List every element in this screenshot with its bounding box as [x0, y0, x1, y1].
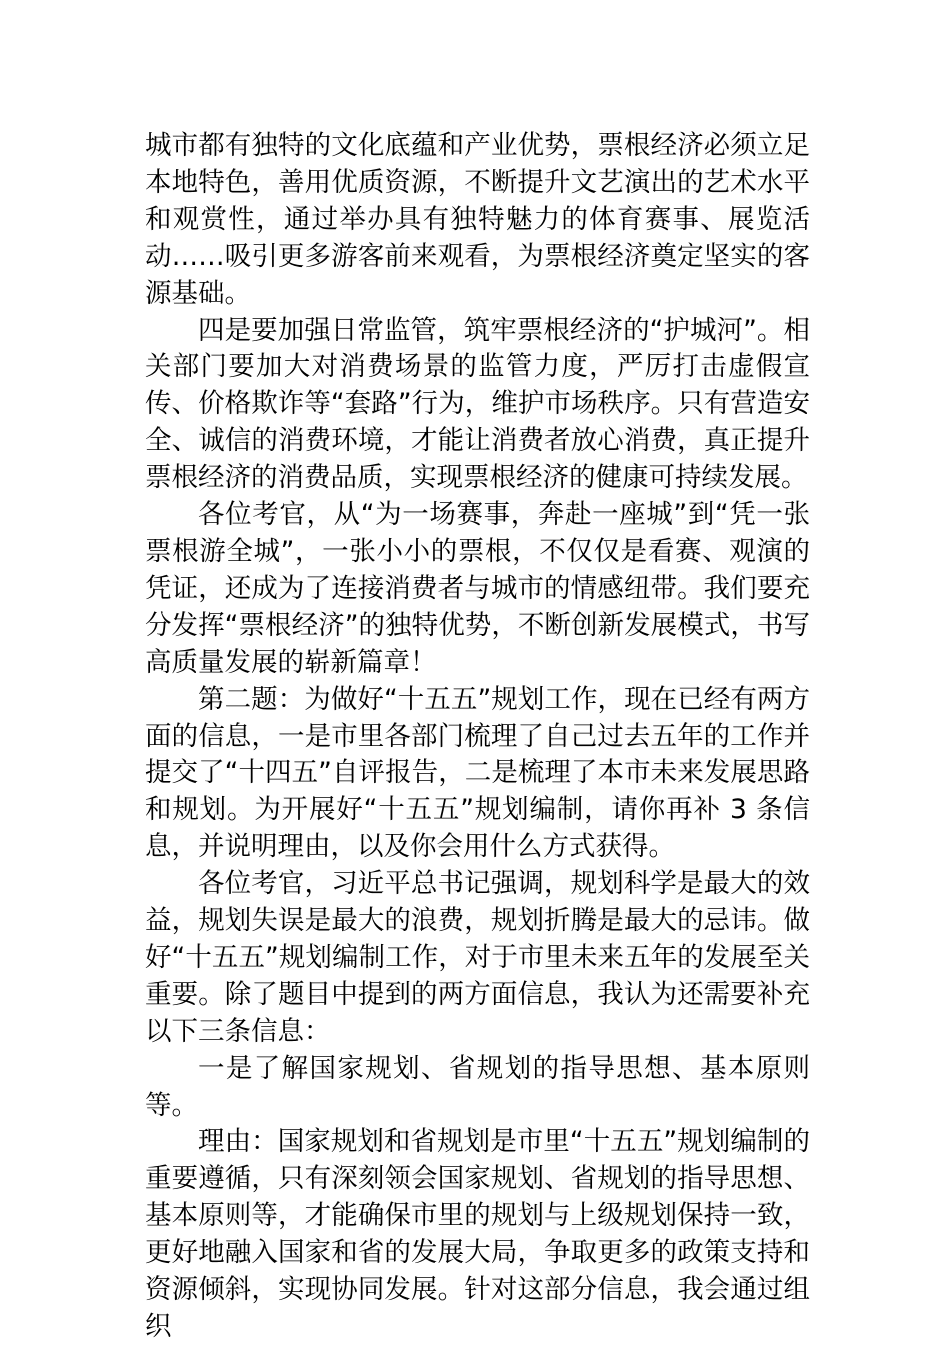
paragraph-planning-importance: 各位考官，习近平总书记强调，规划科学是最大的效益，规划失误是最大的浪费，规划折腾是最大的忌讳。做好“十五五”规划编制工作，对于市里未来五年的发展至关重要。除了题目中提到的两方面信息，我认为还需要补充以下三条信息：: [145, 868, 810, 1047]
paragraph-ticket-economy-conclusion: 各位考官，从“为一场赛事，奔赴一座城”到“凭一张票根游全城”，一张小小的票根，不仅仅是看赛、观演的凭证，还成为了连接消费者与城市的情感纽带。我们要充分发挥“票根经济”的独特优势，不断创新发展模式，书写高质量发展的崭新篇章！: [145, 499, 810, 678]
paragraph-question-two: 第二题：为做好“十五五”规划工作，现在已经有两方面的信息，一是市里各部门梳理了自己过去五年的工作并提交了“十四五”自评报告，二是梳理了本市未来发展思路和规划。为开展好“十五五”规划编制，请你再补 3 条信息，并说明理由，以及你会用什么方式获得。: [145, 683, 810, 863]
document-body: [145, 128, 810, 1346]
paragraph-item-one: 一是了解国家规划、省规划的指导思想、基本原则等。: [145, 1052, 810, 1121]
paragraph-strengthen-supervision: 四是要加强日常监管，筑牢票根经济的“护城河”。相关部门要加大对消费场景的监管力度，严厉打击虚假宣传、价格欺诈等“套路”行为，维护市场秩序。只有营造安全、诚信的消费环境，才能让消费者放心消费，真正提升票根经济的消费品质，实现票根经济的健康可持续发展。: [145, 314, 810, 494]
paragraph-ticket-economy-local-features: 城市都有独特的文化底蕴和产业优势，票根经济必须立足本地特色，善用优质资源，不断提升文艺演出的艺术水平和观赏性，通过举办具有独特魅力的体育赛事、展览活动……吸引更多游客前来观看，为票根经济奠定坚实的客源基础。: [145, 130, 810, 309]
paragraph-reason: 理由：国家规划和省规划是市里“十五五”规划编制的重要遵循，只有深刻领会国家规划、省规划的指导思想、基本原则等，才能确保市里的规划与上级规划保持一致，更好地融入国家和省的发展大局，争取更多的政策支持和资源倾斜，实现协同发展。针对这部分信息，我会通过组织: [145, 1126, 810, 1342]
